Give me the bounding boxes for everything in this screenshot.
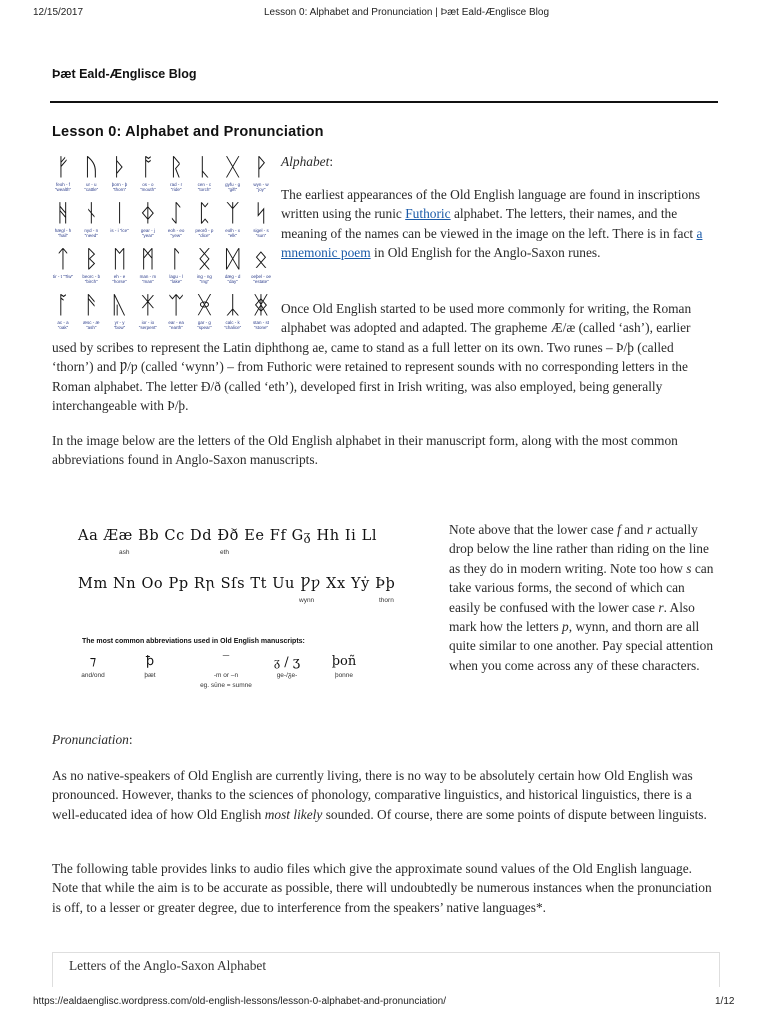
rune-caption: ac - a "oak": [57, 320, 69, 330]
rune-caption: stan - st "stone": [252, 320, 269, 330]
abbr-symbol-thaet: ꝥ: [145, 654, 155, 669]
rune-row: [52, 199, 272, 227]
rune-caption: þorn - þ "thorn": [111, 182, 128, 192]
abbr-symbol-thonne: þoñ: [331, 654, 357, 669]
rune-glyph: ᛠ: [168, 291, 184, 319]
rune-glyph: ᛄ: [140, 199, 156, 227]
rune-caption-row: [52, 182, 272, 192]
rune-caption: hægl - h "hail": [54, 228, 72, 238]
rune-caption: eh - e "horse": [112, 274, 127, 284]
rune-glyph: ᚹ: [253, 153, 269, 181]
manuscript-row-2: Mm Nn Oo Pp Rꞃ Sſs Tt Uu Ƿƿ Xx Yẏ Þþ: [78, 576, 396, 592]
rune-glyph: ᛈ: [197, 199, 212, 227]
abbr-label-thonne: þonne: [334, 672, 354, 679]
pronunciation-heading: Pronunciation:: [52, 732, 133, 747]
pronunciation-paragraph: As no native-speakers of Old English are currently living, there is no way to be absolutely certain how Old English was pronounced. However, thanks to the sciences of phonology, comparative linguistics, and historical linguistics, there is a well-educated idea of how Old English most likely sounded. Of course, there are some points of dispute between linguists.: [52, 768, 707, 822]
blog-title[interactable]: Þæt Eald-Ænglisce Blog: [52, 67, 197, 81]
rune-caption: tir - t "Tiw": [52, 274, 74, 279]
abbr-symbol-and: ⁊: [89, 654, 97, 669]
manuscript-sub-wynn: wynn: [299, 597, 315, 604]
page-title: Lesson 0: Alphabet and Pronunciation: [52, 124, 324, 140]
rune-caption: nyd - n "need": [84, 228, 99, 238]
rune-caption: is - i "ice": [110, 228, 129, 233]
rune-caption: calc - k "chalice": [224, 320, 242, 330]
rune-glyph: ᛡ: [140, 291, 156, 319]
rune-glyph: ᚢ: [84, 153, 99, 181]
abbr-label-macron: -m or –n: [213, 672, 239, 679]
rune-caption: ur - u "cattle": [84, 182, 99, 192]
note-paragraph: Note above that the lower case f and r actually drop below the line rather than riding on the line as they do in modern writing. Note too how s can take various forms, the second of which can easily be confused with the lower case r. Also mark how the letters p, wynn, and thorn are all quite similar to one another. Pay special attention when you come across any of these characters.: [449, 522, 714, 673]
abbr-example: eg. sūne = sumne: [200, 682, 252, 689]
rune-caption: lagu - l "lake": [169, 274, 183, 284]
rune-glyph: ᛣ: [225, 291, 240, 319]
print-page-number: 1/12: [715, 996, 735, 1007]
rune-glyph: ᛏ: [55, 245, 71, 273]
rune-caption: sigel - s "sun": [253, 228, 269, 238]
rune-caption: gyfu - g "gift": [225, 182, 241, 192]
rune-glyph: ᚸ: [197, 291, 212, 319]
rune-glyph: ᚫ: [84, 291, 99, 319]
rune-glyph: ᛋ: [253, 199, 269, 227]
rune-glyph: ᛇ: [168, 199, 184, 227]
rune-glyph: ᛚ: [168, 245, 184, 273]
rune-glyph: ᚷ: [225, 153, 240, 181]
abbr-label-ge: ge-/ᵹe-: [276, 672, 298, 679]
rune-glyph: ᛟ: [253, 245, 269, 273]
rune-glyph: ᛒ: [84, 245, 99, 273]
rune-row: [52, 245, 272, 273]
rune-caption: yr - y "bow": [113, 320, 126, 330]
rune-caption: ear - ea "earth": [168, 320, 184, 330]
manuscript-intro-paragraph: In the image below are the letters of the Old English alphabet in their manuscript form, along with the most common abbreviations found in Anglo-Saxon manuscripts.: [52, 433, 678, 468]
table-caption-cell: Letters of the Anglo-Saxon Alphabet: [69, 958, 267, 973]
rune-glyph: ᚱ: [168, 153, 184, 181]
rune-glyph: ᚳ: [197, 153, 212, 181]
rune-caption: gear - j "year": [140, 228, 155, 238]
rune-glyph: ᛁ: [112, 199, 127, 227]
print-doc-title: Lesson 0: Alphabet and Pronunciation | Þæt Eald-Ænglisce Blog: [264, 7, 549, 18]
rune-glyph: ᚪ: [55, 291, 71, 319]
rune-caption: feoh - f "wealth": [54, 182, 72, 192]
print-footer-url: https://ealdaenglisc.wordpress.com/old-english-lessons/lesson-0-alphabet-and-pronunciation/: [33, 996, 447, 1007]
alphabet-heading: Alphabet:: [281, 154, 334, 169]
rune-caption: gar - g "spear": [197, 320, 212, 330]
mnemonic-poem-link[interactable]: a mnemonic poem: [281, 225, 703, 261]
intro-paragraph: The earliest appearances of the Old English language are found in inscriptions written using the runic Futhoric alphabet. The letters, their names, and the meaning of the names can be viewed in the image on the left. There is in fact a mnemonic poem in Old English for the Anglo-Saxon runes.: [281, 187, 703, 261]
rune-caption: ior - io "serpent": [138, 320, 157, 330]
futhoric-link[interactable]: Futhoric: [405, 206, 451, 222]
manuscript-row-1: Aa Ææ Bb Cc Dd Ðð Ee Ff Gᵹ Hh Ii Ll: [78, 528, 378, 544]
rune-caption: æsc - æ "ash": [83, 320, 100, 330]
abbr-symbol-ge: ᵹ / ʒ: [273, 655, 301, 670]
rune-caption: dæg - d "day": [224, 274, 241, 284]
rune-caption: os - o "mouth": [139, 182, 156, 192]
rune-glyph: ᚾ: [84, 199, 99, 227]
rune-caption-row: [52, 274, 272, 284]
manuscript-sub-eth: eth: [220, 549, 230, 556]
abbr-label-thaet: þæt: [144, 672, 156, 679]
rune-glyph: ᚣ: [112, 291, 127, 319]
rune-caption: beorc - b "birch": [82, 274, 101, 284]
letters-table: [52, 952, 720, 987]
rune-row: [52, 153, 272, 181]
manuscript-sub-ash: ash: [119, 549, 130, 556]
rune-glyph: ᚠ: [55, 153, 71, 181]
rune-caption: eoh - eo "yew": [167, 228, 185, 238]
rune-glyph: ᛗ: [140, 245, 156, 273]
manuscript-sub-thorn: thorn: [379, 597, 394, 604]
rune-caption: peorð - p "dice": [195, 228, 214, 238]
rune-caption: ing - ng "Ing": [196, 274, 212, 284]
rune-caption: oeþel - oe "estate": [250, 274, 271, 284]
manuscript-alphabet-image: [78, 522, 412, 698]
rune-glyph: ᚦ: [112, 153, 127, 181]
rune-glyph: ᛝ: [197, 245, 212, 273]
rune-glyph: ᚩ: [140, 153, 156, 181]
rune-caption: cen - c "torch": [197, 182, 212, 192]
abbr-label-and: and/ond: [81, 672, 105, 679]
roman-alphabet-paragraph: Once Old English started to be used more commonly for writing, the Roman alphabet was adopted and adapted. The grapheme Æ/æ (called ‘ash’), earlier used by scribes to represent the Latin diphthong ae, came to stand as a full letter on its own. Two runes – Þ/þ (called ‘thorn’) and Ƿ/ƿ (called ‘wynn’) – from Futhoric were retained to represent sounds with no corresponding letters in the Roman alphabet. The letter Ð/ð (called ‘eth’), developed first in Irish writing, was also employed, being generally interchangeable with Þ/þ.: [52, 301, 692, 414]
print-date: 12/15/2017: [33, 7, 84, 18]
rune-glyph: ᛖ: [112, 245, 127, 273]
rune-caption: eolh - x "elk": [225, 228, 241, 238]
rune-caption: rad - r "ride": [170, 182, 183, 192]
rune-glyph: ᛉ: [225, 199, 240, 227]
abbr-symbol-macron: ‾: [222, 654, 230, 669]
rune-glyph: ᛤ: [253, 291, 269, 319]
header-divider: [50, 101, 718, 103]
abbreviations-heading: The most common abbreviations used in Old English manuscripts:: [82, 638, 305, 645]
audio-table-paragraph: The following table provides links to audio files which give the approximate sound values of the Old English language. Note that while the aim is to be accurate as possible, there will undoubtedly be numerous instances when the pronunciation is off, to a lesser or greater degree, due to interference from the speakers’ native languages*.: [52, 861, 712, 915]
rune-caption-row: [52, 228, 272, 238]
rune-glyph: ᛞ: [225, 245, 240, 273]
rune-caption: wyn - w "joy": [253, 182, 269, 192]
rune-caption: man - m "man": [139, 274, 157, 284]
rune-glyph: ᚻ: [55, 199, 71, 227]
